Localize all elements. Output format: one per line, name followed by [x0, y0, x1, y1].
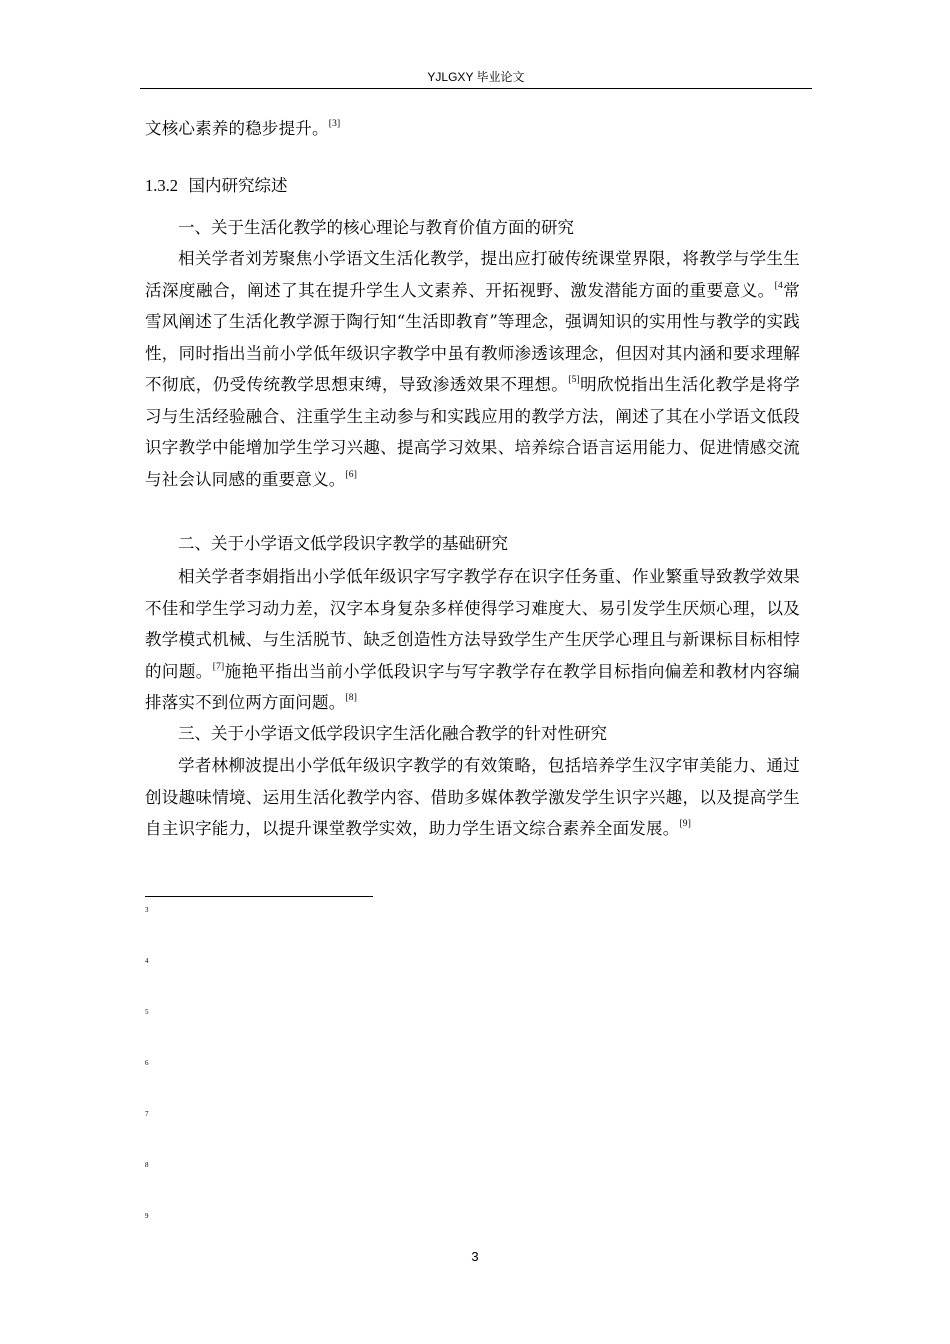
footnote-marker: 6 — [145, 1059, 149, 1067]
subsection-heading-2: 二、关于小学语文低学段识字教学的基础研究 — [178, 534, 508, 553]
paragraph-text: 文核心素养的稳步提升。 — [145, 119, 329, 138]
footnote-separator — [145, 896, 373, 897]
page-number: 3 — [471, 1249, 479, 1264]
paragraph-1 — [145, 243, 800, 495]
page-header: YJLGXY 毕业论文 — [427, 70, 525, 84]
citation-ref: [8] — [345, 693, 358, 703]
text-run: 产生厌学心理且与新课标目标相悖的问题。 — [145, 630, 800, 681]
text-run: 相关学者李娟指出小学低年级识字写字教学存在识字任务重、作业繁重导 — [178, 567, 717, 586]
text-run: 念，强调知识的实用性与教学的实践性，同时指出当前小学低年级识字教学中 — [145, 312, 800, 363]
footnote-marker: 9 — [145, 1212, 149, 1220]
text-run: 缚，导致渗透效果不理想。 — [365, 375, 569, 394]
text-run: 学与学生生活深度融合，阐述了其在提升学生人文素养、开拓视野、激发潜能 — [145, 249, 801, 300]
citation-ref: [9] — [679, 819, 692, 829]
text-run: 虽有教师渗透该理念，但因对其内涵和要求理解不彻底，仍受传统教学思想束 — [145, 343, 801, 394]
citation-ref: [3] — [328, 119, 341, 129]
citation-ref: [4 — [774, 280, 783, 291]
paragraph-2 — [145, 561, 800, 719]
section-title: 国内研究综述 — [188, 176, 288, 195]
continuation-paragraph — [145, 113, 800, 145]
text-run: 合、注重学生主动参与和实践应用的教学方法，阐述了其在小学语文低段识字 — [145, 406, 801, 457]
footnote-marker: 3 — [145, 906, 149, 914]
subsection-heading-1: 一、关于生活化教学的核心理论与教育价值方面的研究 — [178, 218, 574, 237]
text-run: 写字教学存在教学目标指向偏差和教材内容编排落实不到位两方面问题。 — [145, 661, 800, 712]
text-run: 明欣悦指出生活化教学是将学习与生活经验融 — [145, 375, 800, 426]
section-heading — [145, 172, 288, 196]
text-run: 常雪风阐述了生活化教学源于陶行知“生活即教育”等理 — [145, 280, 800, 331]
text-run: 施艳平指出当前小学低段识字与 — [224, 661, 462, 681]
header-rule — [140, 88, 812, 89]
footnote-marker: 8 — [145, 1161, 149, 1169]
text-run: 方面的重要意义。 — [638, 280, 775, 300]
text-run: 学者林柳波提出小学低年级识字教学的有效策略，包括培养学生汉字审美 — [178, 756, 717, 775]
text-run: 能力、通过创设趣味情境、运用生活化教学内容、借助多媒体教学激发学生识 — [145, 756, 801, 807]
text-run: 致教学效果不佳和学生学习动力差，汉字本身复杂多样使得学习难度大、易引 — [145, 567, 801, 618]
text-run: 字兴趣，以及提高学生自主识字能力，以提升课堂教学实效，助力学生语文综 — [145, 787, 800, 838]
footnote-marker: 7 — [145, 1110, 149, 1118]
text-run: 相关学者刘芳聚焦小学语文生活化教学，提出应打破传统课堂界限，将教 — [178, 249, 717, 268]
section-number: 1.3.2 — [145, 176, 178, 195]
footnote-marker: 5 — [145, 1008, 149, 1016]
subsection-heading-3: 三、关于小学语文低学段识字生活化融合教学的针对性研究 — [178, 724, 607, 743]
footnote-marker: 4 — [145, 957, 149, 965]
text-run: 感交流与社会认同感的重要意义。 — [145, 438, 800, 489]
citation-ref: [6] — [345, 469, 358, 480]
text-run: 合素养全面发展。 — [545, 819, 680, 838]
text-run: 发学生厌烦心理，以及教学模式机械、与生活脱节、缺乏创造性方法导致学生 — [145, 598, 800, 649]
paragraph-3 — [145, 750, 800, 845]
text-run: 教学中能增加学生学习兴趣、提高学习效果、培养综合语言运用能力、促进情 — [178, 438, 750, 457]
citation-ref: [7] — [212, 661, 225, 672]
citation-ref: [5] — [568, 375, 580, 385]
